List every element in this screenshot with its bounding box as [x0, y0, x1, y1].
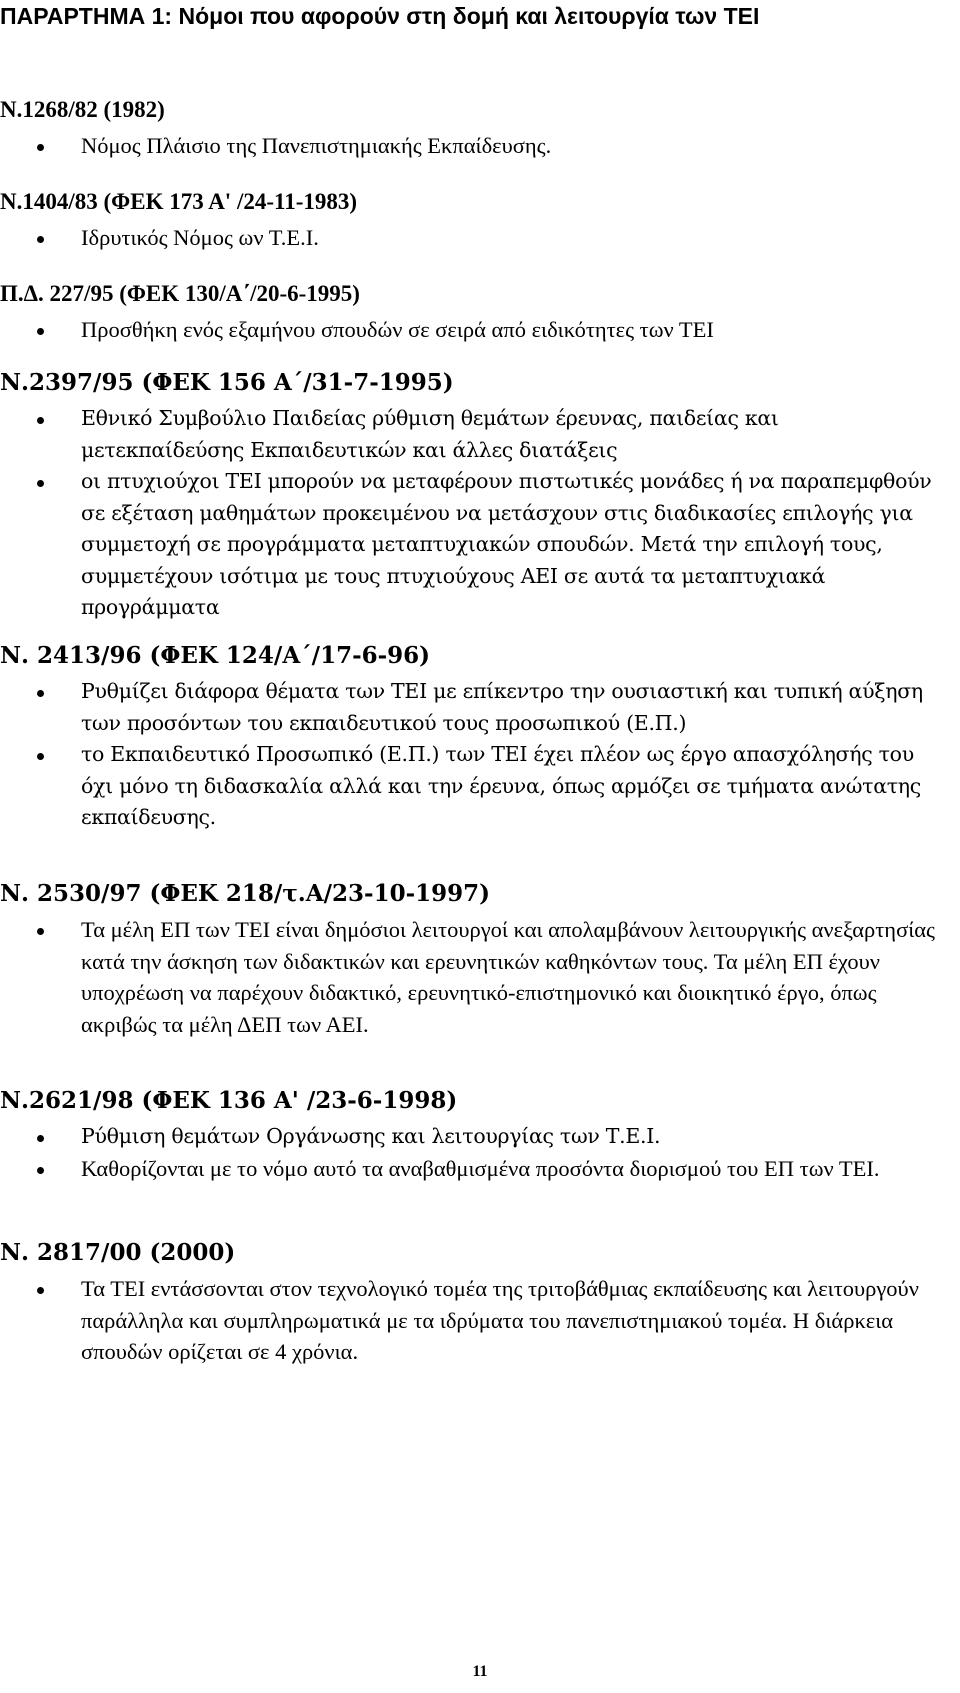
- bullet-icon: [37, 1135, 44, 1142]
- bullet-icon: [37, 690, 44, 697]
- bullet-icon: [37, 417, 44, 424]
- bullet-icon: [37, 1167, 44, 1174]
- law-heading: Ν. 2530/97 (ΦΕΚ 218/τ.Α/23-10-1997): [0, 880, 491, 907]
- page-number: 11: [472, 1663, 488, 1680]
- bullet-icon: [37, 753, 44, 760]
- law-provisions-list: [0, 130, 940, 162]
- law-heading: Ν. 2413/96 (ΦΕΚ 124/Α΄/17-6-96): [0, 642, 431, 669]
- provision-text: Προσθήκη ενός εξαμήνου σπουδών σε σειρά από ειδικότητες των ΤΕΙ: [81, 317, 714, 342]
- law-provisions-list: [0, 403, 940, 624]
- provision-text: Ρυθμίζει διάφορα θέματα των ΤΕΙ με επίκεντρο την ουσιαστική και τυπική αύξηση των προσόντων του εκπαιδευτικού τους προσωπικού (Ε.Π.): [81, 679, 923, 735]
- bullet-icon: [37, 236, 44, 243]
- law-provisions-list: [0, 1121, 940, 1184]
- list-item: [0, 130, 940, 162]
- law-provisions-list: [0, 914, 940, 1040]
- law-section-pd-227-95: [0, 278, 940, 346]
- provision-text: οι πτυχιούχοι ΤΕΙ μπορούν να μεταφέρουν πιστωτικές μονάδες ή να παραπεμφθούν σε εξέταση μαθημάτων προκειμένου να μετάσχουν στις διαδικασίες επιλογής για συμμετοχή σε προγράμματα μεταπτυχιακών σπουδών. Μετά την επιλογή τους, συμμετέχουν ισότιμα με τους πτυχιούχους ΑΕΙ σε αυτά τα μεταπτυχιακά προγράμματα: [81, 469, 932, 619]
- list-item: [0, 676, 940, 739]
- list-item: [0, 403, 940, 466]
- law-section-2817-00: [0, 1237, 940, 1368]
- law-heading: Ν.2397/95 (ΦΕΚ 156 Α΄/31-7-1995): [0, 369, 454, 396]
- provision-text: Καθορίζονται με το νόμο αυτό τα αναβαθμισμένα προσόντα διορισμού του ΕΠ των ΤΕΙ.: [81, 1155, 880, 1181]
- law-section-2621-98: [0, 1085, 940, 1184]
- list-item: [0, 314, 940, 346]
- appendix-title: ΠΑΡΑΡΤΗΜΑ 1: Νόμοι που αφορούν στη δομή και λειτουργία των ΤΕΙ: [0, 3, 760, 29]
- law-provisions-list: [0, 1273, 940, 1368]
- bullet-icon: [37, 480, 44, 487]
- law-section-2397-95: [0, 367, 940, 624]
- provision-text: Ρύθμιση θεμάτων Οργάνωσης και λειτουργίας των Τ.Ε.Ι.: [81, 1124, 661, 1148]
- list-item: [0, 222, 940, 254]
- bullet-icon: [37, 144, 44, 151]
- provision-text: Εθνικό Συμβούλιο Παιδείας ρύθμιση θεμάτων έρευνας, παιδείας και μετεκπαίδεύσης Εκπαιδευτικών και άλλες διατάξεις: [81, 406, 779, 462]
- provision-text: Ιδρυτικός Νόμος ων Τ.Ε.Ι.: [81, 225, 319, 250]
- list-item: [0, 1121, 940, 1153]
- law-section-2530-97: [0, 878, 940, 1040]
- law-section-1404-83: [0, 186, 940, 254]
- provision-text: Νόμος Πλάισιο της Πανεπιστημιακής Εκπαίδευσης.: [81, 133, 552, 158]
- bullet-icon: [37, 1287, 44, 1294]
- law-provisions-list: [0, 676, 940, 834]
- law-heading: Ν. 2817/00 (2000): [0, 1239, 236, 1266]
- bullet-icon: [37, 928, 44, 935]
- law-heading: Ν.1268/82 (1982): [0, 97, 165, 122]
- provision-text: Τα μέλη ΕΠ των ΤΕΙ είναι δημόσιοι λειτουργοί και απολαμβάνουν λειτουργικής ανεξαρτησίας κατά την άσκηση των διδακτικών και ερευνητικών καθηκόντων τους. Τα μέλη ΕΠ έχουν υποχρέωση να παρέχουν διδακτικό, ερευνητικό-επιστημονικό και διοικητικό έργο, όπως ακριβώς τα μέλη ΔΕΠ των ΑΕΙ.: [81, 917, 935, 1037]
- list-item: [0, 466, 940, 624]
- list-item: [0, 1273, 940, 1368]
- law-heading: Ν.2621/98 (ΦΕΚ 136 Α' /23-6-1998): [0, 1087, 458, 1114]
- provision-text: το Εκπαιδευτικό Προσωπικό (Ε.Π.) των ΤΕΙ έχει πλέον ως έργο απασχόλησής του όχι μόνο τη διδασκαλία αλλά και την έρευνα, όπως αρμόζει σε τμήματα ανώτατης εκπαίδευσης.: [81, 742, 921, 829]
- law-section-2413-96: [0, 640, 940, 834]
- provision-text: Τα ΤΕΙ εντάσσονται στον τεχνολογικό τομέα της τριτοβάθμιας εκπαίδευσης και λειτουργούν παράλληλα και συμπληρωματικά με τα ιδρύματα του πανεπιστημιακού τομέα. Η διάρκεια σπουδών ορίζεται σε 4 χρόνια.: [81, 1276, 919, 1364]
- law-section-1268-82: [0, 94, 940, 162]
- list-item: [0, 914, 940, 1040]
- law-provisions-list: [0, 222, 940, 254]
- law-provisions-list: [0, 314, 940, 346]
- list-item: [0, 739, 940, 834]
- law-heading: Π.Δ. 227/95 (ΦΕΚ 130/Α΄/20-6-1995): [0, 281, 360, 306]
- bullet-icon: [37, 328, 44, 335]
- list-item: [0, 1153, 940, 1185]
- law-heading: Ν.1404/83 (ΦΕΚ 173 Α' /24-11-1983): [0, 189, 358, 214]
